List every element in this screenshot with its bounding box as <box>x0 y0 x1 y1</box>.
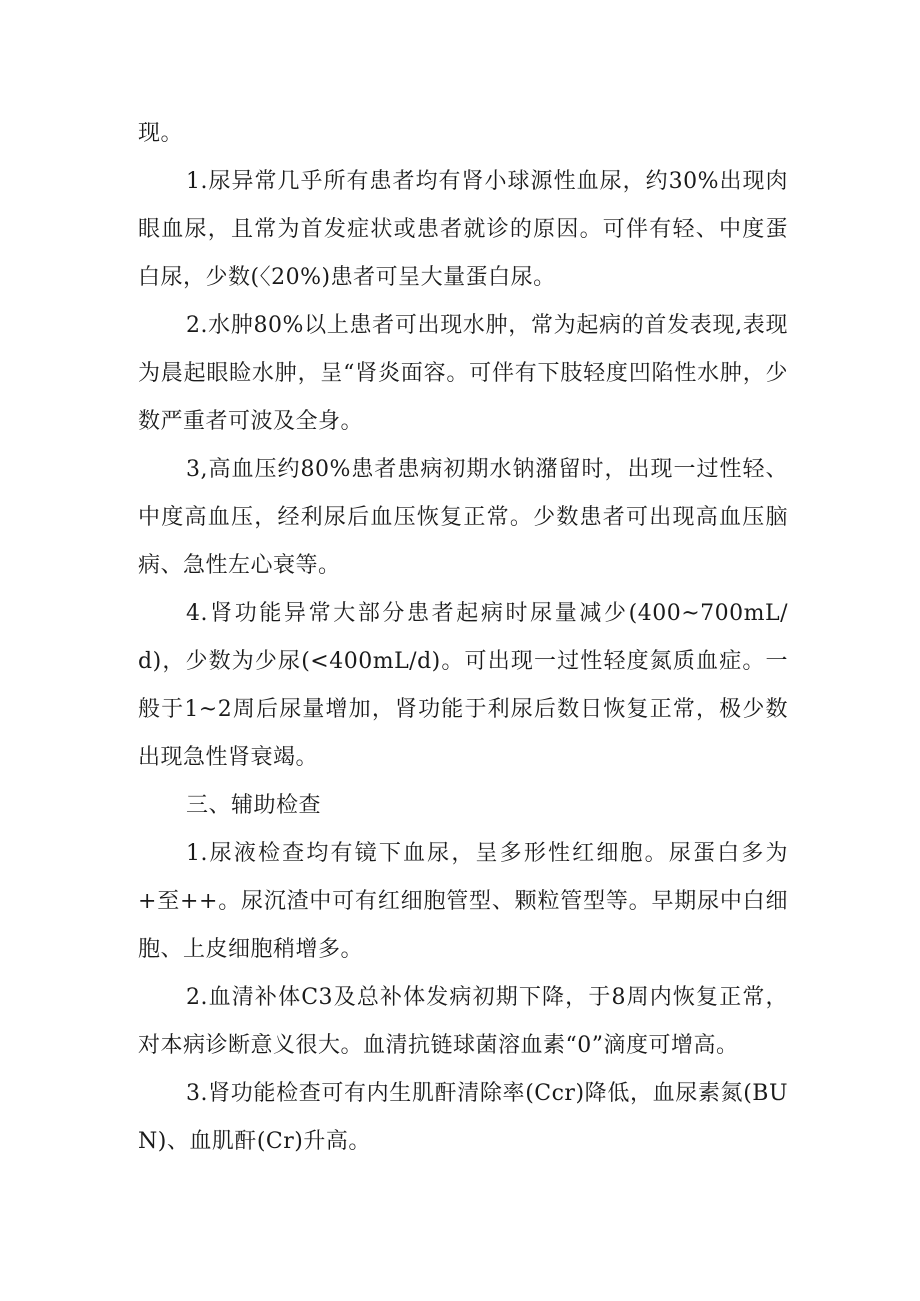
paragraph-renal-function-test: 3.肾功能检查可有内生肌酐清除率(Ccr)降低，血尿素氮(BUN)、血肌酐(Cr)升高。 <box>138 1081 788 1154</box>
paragraph-urine-abnormality: 1.尿异常几乎所有患者均有肾小球源性血尿，约30%出现肉眼血尿，且常为首发症状或患者就诊的原因。可伴有轻、中度蛋白尿，少数(〈20%)患者可呈大量蛋白尿。 <box>138 169 788 290</box>
section-heading-auxiliary-exam: 三、辅助检查 <box>186 793 322 818</box>
paragraph-serum-complement: 2.血清补体C3及总补体发病初期下降，于8周内恢复正常，对本病诊断意义很大。血清抗链球菌溶血素“0”滴度可增高。 <box>138 985 788 1058</box>
paragraph-continuation: 现。 <box>138 121 184 146</box>
paragraph-renal-function: 4.肾功能异常大部分患者起病时尿量减少(400~700mL/d)，少数为少尿(<400mL/d)。可出现一过性轻度氮质血症。一般于1~2周后尿量增加，肾功能于利尿后数日恢复正常，极少数出现急性肾衰竭。 <box>138 601 788 770</box>
paragraph-edema: 2.水肿80%以上患者可出现水肿，常为起病的首发表现,表现为晨起眼睑水肿，呈“肾炎面容。可伴有下肢轻度凹陷性水肿，少数严重者可波及全身。 <box>138 313 788 434</box>
paragraph-urine-test: 1.尿液检查均有镜下血尿，呈多形性红细胞。尿蛋白多为+至++。尿沉渣中可有红细胞管型、颗粒管型等。早期尿中白细胞、上皮细胞稍增多。 <box>138 841 788 962</box>
paragraph-hypertension: 3,高血压约80%患者患病初期水钠潴留时，出现一过性轻、中度高血压，经利尿后血压恢复正常。少数患者可出现高血压脑病、急性左心衰等。 <box>138 457 788 578</box>
document-body <box>138 110 788 1166</box>
